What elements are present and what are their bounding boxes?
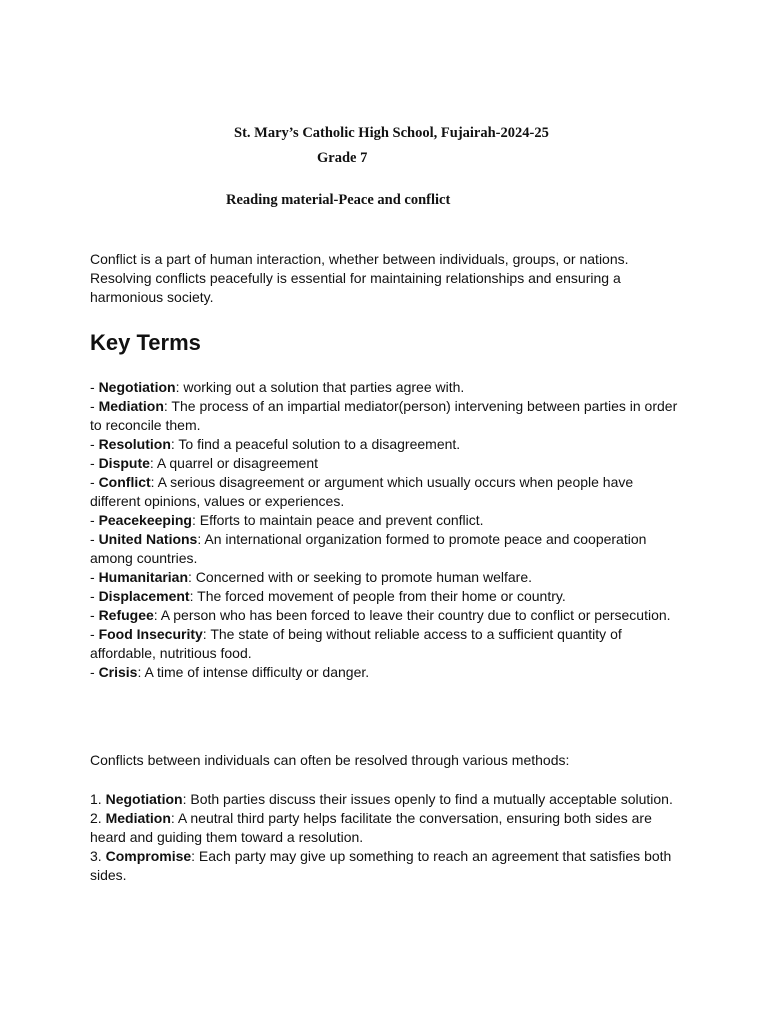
term-name: Mediation xyxy=(98,398,164,414)
term-definition: : working out a solution that parties agree with. xyxy=(175,379,465,395)
term-name: Refugee xyxy=(98,607,154,623)
item-prefix: - xyxy=(90,474,99,490)
key-term-item xyxy=(90,625,680,663)
item-prefix: - xyxy=(90,379,99,395)
term-definition: : The state of being without reliable access to a sufficient quantity of affordable, nutritious food. xyxy=(90,626,622,661)
item-prefix: - xyxy=(90,436,99,452)
term-definition: : The forced movement of people from their home or country. xyxy=(189,588,566,604)
method-name: Negotiation xyxy=(105,791,183,807)
term-definition: : An international organization formed to promote peace and cooperation among countries. xyxy=(90,531,647,566)
method-name: Compromise xyxy=(105,848,192,864)
term-definition: : Efforts to maintain peace and prevent conflict. xyxy=(191,512,484,528)
methods-intro-paragraph: Conflicts between individuals can often be resolved through various methods: xyxy=(90,752,570,768)
method-item xyxy=(90,790,680,809)
item-prefix: - xyxy=(90,664,99,680)
item-prefix: 2. xyxy=(90,810,106,826)
term-name: Conflict xyxy=(98,474,151,490)
method-item xyxy=(90,847,680,885)
method-definition: : Both parties discuss their issues openly to find a mutually acceptable solution. xyxy=(182,791,673,807)
term-definition: : The process of an impartial mediator(person) intervening between parties in order to reconcile them. xyxy=(90,398,678,433)
item-prefix: 1. xyxy=(90,791,106,807)
school-name: St. Mary’s Catholic High School, Fujairah-2024-25 xyxy=(234,125,549,141)
key-term-item xyxy=(90,378,680,397)
key-term-item xyxy=(90,530,680,568)
item-prefix: - xyxy=(90,455,99,471)
method-item xyxy=(90,809,680,847)
item-prefix: - xyxy=(90,626,99,642)
key-term-item xyxy=(90,397,680,435)
key-term-item xyxy=(90,454,680,473)
item-prefix: - xyxy=(90,588,99,604)
term-definition: : A quarrel or disagreement xyxy=(149,455,319,471)
term-name: United Nations xyxy=(98,531,198,547)
method-definition: : A neutral third party helps facilitate the conversation, ensuring both sides are heard and guiding them toward a resolution. xyxy=(90,810,652,845)
document-title: Reading material-Peace and conflict xyxy=(226,192,451,208)
item-prefix: - xyxy=(90,512,99,528)
key-term-item xyxy=(90,568,680,587)
item-prefix: - xyxy=(90,398,99,414)
key-term-item xyxy=(90,606,680,625)
term-name: Crisis xyxy=(98,664,138,680)
key-term-item xyxy=(90,587,680,606)
grade-label: Grade 7 xyxy=(317,150,368,166)
item-prefix: 3. xyxy=(90,848,106,864)
term-name: Resolution xyxy=(98,436,171,452)
term-definition: : A serious disagreement or argument which usually occurs when people have different opinions, values or experiences. xyxy=(90,474,634,509)
item-prefix: - xyxy=(90,607,99,623)
method-name: Mediation xyxy=(105,810,171,826)
key-term-item xyxy=(90,473,680,511)
item-prefix: - xyxy=(90,569,99,585)
key-term-item xyxy=(90,663,680,682)
term-definition: : A time of intense difficulty or danger. xyxy=(137,664,370,680)
methods-list xyxy=(90,790,680,885)
term-name: Negotiation xyxy=(98,379,176,395)
term-name: Food Insecurity xyxy=(98,626,203,642)
term-name: Displacement xyxy=(98,588,190,604)
term-definition: : To find a peaceful solution to a disagreement. xyxy=(170,436,461,452)
key-term-item xyxy=(90,511,680,530)
term-name: Humanitarian xyxy=(98,569,189,585)
intro-paragraph: Conflict is a part of human interaction, whether between individuals, groups, or nations. Resolving conflicts peacefully is essential for maintaining relationships and ensuring a harmonious society. xyxy=(90,251,629,305)
key-terms-list xyxy=(90,378,680,682)
key-term-item xyxy=(90,435,680,454)
item-prefix: - xyxy=(90,531,99,547)
method-definition: : Each party may give up something to reach an agreement that satisfies both sides. xyxy=(90,848,672,883)
term-definition: : A person who has been forced to leave their country due to conflict or persecution. xyxy=(153,607,671,623)
key-terms-heading: Key Terms xyxy=(90,330,201,355)
term-name: Peacekeeping xyxy=(98,512,192,528)
term-definition: : Concerned with or seeking to promote human welfare. xyxy=(188,569,532,585)
term-name: Dispute xyxy=(98,455,150,471)
